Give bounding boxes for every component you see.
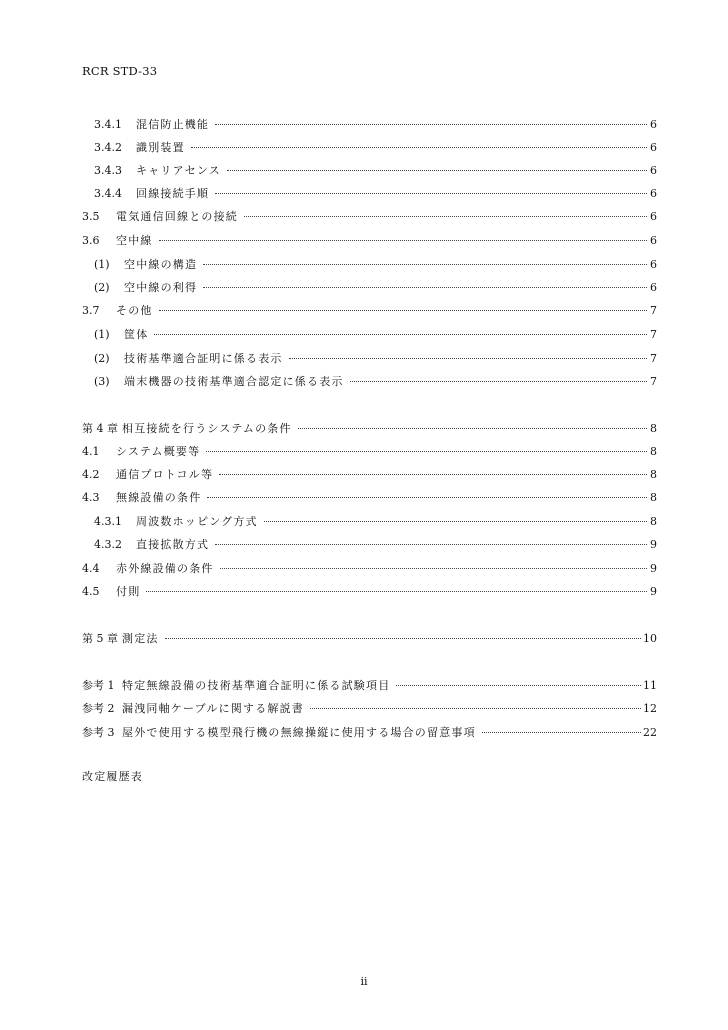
toc-entry[interactable]: [82, 632, 657, 646]
toc-entry-title: 技術基準適合証明に係る表示: [124, 352, 283, 365]
toc-entry-page: 8: [650, 422, 657, 435]
toc-entry-number: 4.3.1: [94, 515, 122, 528]
dot-leader: [482, 732, 641, 733]
toc-entry[interactable]: [82, 118, 657, 132]
toc-entry[interactable]: [82, 210, 657, 224]
toc-entry[interactable]: [82, 328, 657, 342]
toc-entry[interactable]: [82, 515, 657, 529]
toc-entry-title: システム概要等: [116, 445, 201, 458]
toc-entry-number: 4.4: [82, 562, 100, 575]
toc-entry-title: 付則: [116, 585, 141, 598]
revision-history-entry: 改定履歴表: [82, 770, 143, 783]
toc-entry-page: 11: [643, 679, 657, 692]
toc-entry-page: 6: [650, 187, 657, 200]
toc-entry-title: 漏洩同軸ケーブルに関する解説書: [122, 702, 305, 715]
toc-entry-page: 6: [650, 141, 657, 154]
dot-leader: [165, 638, 641, 639]
toc-entry-number: 4.2: [82, 468, 100, 481]
toc-entry-number: 3.7: [82, 304, 100, 317]
toc-entry-page: 6: [650, 281, 657, 294]
dot-leader: [264, 521, 647, 522]
toc-entry-number: (1): [94, 328, 110, 341]
toc-entry-title: 電気通信回線との接続: [116, 210, 238, 223]
dot-leader: [203, 264, 647, 265]
dot-leader: [215, 544, 647, 545]
dot-leader: [220, 568, 647, 569]
dot-leader: [215, 193, 647, 194]
dot-leader: [207, 497, 647, 498]
toc-entry-title: キャリアセンス: [136, 164, 221, 177]
toc-entry-title: 赤外線設備の条件: [116, 562, 214, 575]
toc-entry-page: 7: [650, 304, 657, 317]
dot-leader: [289, 358, 647, 359]
dot-leader: [310, 708, 641, 709]
toc-entry[interactable]: [82, 538, 657, 552]
toc-entry-number: 4.1: [82, 445, 100, 458]
toc-entry-page: 6: [650, 258, 657, 271]
toc-entry-page: 8: [650, 468, 657, 481]
toc-entry[interactable]: [82, 585, 657, 599]
toc-entry-number: 3.4.3: [94, 164, 122, 177]
toc-entry-page: 8: [650, 491, 657, 504]
toc-entry-page: 9: [650, 538, 657, 551]
toc-entry-page: 7: [650, 328, 657, 341]
toc-entry-page: 9: [650, 585, 657, 598]
toc-entry[interactable]: [82, 375, 657, 389]
toc-entry-number: (1): [94, 258, 110, 271]
toc-entry-page: 6: [650, 234, 657, 247]
toc-entry[interactable]: [82, 679, 657, 693]
toc-entry-number: 参考 1: [82, 679, 115, 692]
toc-entry[interactable]: [82, 445, 657, 459]
toc-entry-title: 通信プロトコル等: [116, 468, 214, 481]
toc-entry-number: 4.3: [82, 491, 100, 504]
document-id: RCR STD-33: [82, 64, 158, 78]
toc-entry-number: 3.4.2: [94, 141, 122, 154]
dot-leader: [154, 334, 647, 335]
toc-entry-number: (2): [94, 352, 110, 365]
toc-entry-number: (3): [94, 375, 110, 388]
toc-entry-title: 混信防止機能: [136, 118, 210, 131]
dot-leader: [191, 147, 647, 148]
toc-entry[interactable]: [82, 164, 657, 178]
toc-entry-page: 7: [650, 375, 657, 388]
toc-entry[interactable]: [82, 304, 657, 318]
dot-leader: [350, 381, 647, 382]
toc-entry-number: 第 5 章: [82, 632, 118, 645]
toc-entry[interactable]: [82, 187, 657, 201]
dot-leader: [219, 474, 647, 475]
toc-entry[interactable]: [82, 258, 657, 272]
toc-entry-number: 3.4.1: [94, 118, 122, 131]
dot-leader: [203, 287, 647, 288]
toc-entry-title: 識別装置: [136, 141, 185, 154]
toc-entry-title: 回線接続手順: [136, 187, 210, 200]
toc-entry-title: 周波数ホッピング方式: [136, 515, 258, 528]
dot-leader: [227, 170, 647, 171]
toc-entry-page: 8: [650, 515, 657, 528]
toc-entry-title: 測定法: [122, 632, 159, 645]
dot-leader: [206, 451, 647, 452]
page-number: ii: [360, 975, 368, 988]
toc-entry[interactable]: [82, 141, 657, 155]
toc-entry-title: 空中線の構造: [124, 258, 198, 271]
toc-entry-number: 参考 2: [82, 702, 115, 715]
toc-entry-title: 端末機器の技術基準適合認定に係る表示: [124, 375, 344, 388]
toc-entry-number: (2): [94, 281, 110, 294]
toc-entry[interactable]: [82, 422, 657, 436]
toc-entry-page: 9: [650, 562, 657, 575]
dot-leader: [298, 428, 647, 429]
toc-entry[interactable]: [82, 234, 657, 248]
toc-entry[interactable]: [82, 468, 657, 482]
toc-entry-title: 屋外で使用する模型飛行機の無線操縦に使用する場合の留意事項: [122, 726, 476, 739]
dot-leader: [146, 591, 647, 592]
toc-entry-title: 筐体: [124, 328, 149, 341]
toc-entry-number: 4.5: [82, 585, 100, 598]
toc-entry[interactable]: [82, 726, 657, 740]
dot-leader: [159, 310, 647, 311]
toc-entry-number: 参考 3: [82, 726, 115, 739]
toc-entry-title: 空中線: [116, 234, 153, 247]
toc-entry-title: 空中線の利得: [124, 281, 198, 294]
toc-entry[interactable]: [82, 281, 657, 295]
toc-entry-number: 第 4 章: [82, 422, 118, 435]
toc-entry-page: 6: [650, 210, 657, 223]
dot-leader: [244, 216, 647, 217]
toc-entry-title: 特定無線設備の技術基準適合証明に係る試験項目: [122, 679, 391, 692]
toc-entry-page: 6: [650, 164, 657, 177]
toc-entry-number: 4.3.2: [94, 538, 122, 551]
dot-leader: [215, 124, 647, 125]
toc-entry-page: 10: [643, 632, 657, 645]
toc-entry-number: 3.4.4: [94, 187, 122, 200]
toc-entry-page: 12: [643, 702, 657, 715]
toc-entry-number: 3.6: [82, 234, 100, 247]
toc-entry[interactable]: [82, 491, 657, 505]
dot-leader: [159, 240, 647, 241]
toc-entry[interactable]: [82, 352, 657, 366]
toc-entry-page: 7: [650, 352, 657, 365]
toc-entry-title: 相互接続を行うシステムの条件: [122, 422, 292, 435]
toc-entry-page: 6: [650, 118, 657, 131]
toc-entry-number: 3.5: [82, 210, 100, 223]
dot-leader: [396, 685, 641, 686]
toc-entry-title: 直接拡散方式: [136, 538, 210, 551]
toc-entry[interactable]: [82, 562, 657, 576]
toc-entry-page: 22: [643, 726, 657, 739]
toc-entry-title: 無線設備の条件: [116, 491, 202, 504]
toc-entry-title: その他: [116, 304, 153, 317]
toc-entry-page: 8: [650, 445, 657, 458]
toc-entry[interactable]: [82, 702, 657, 716]
